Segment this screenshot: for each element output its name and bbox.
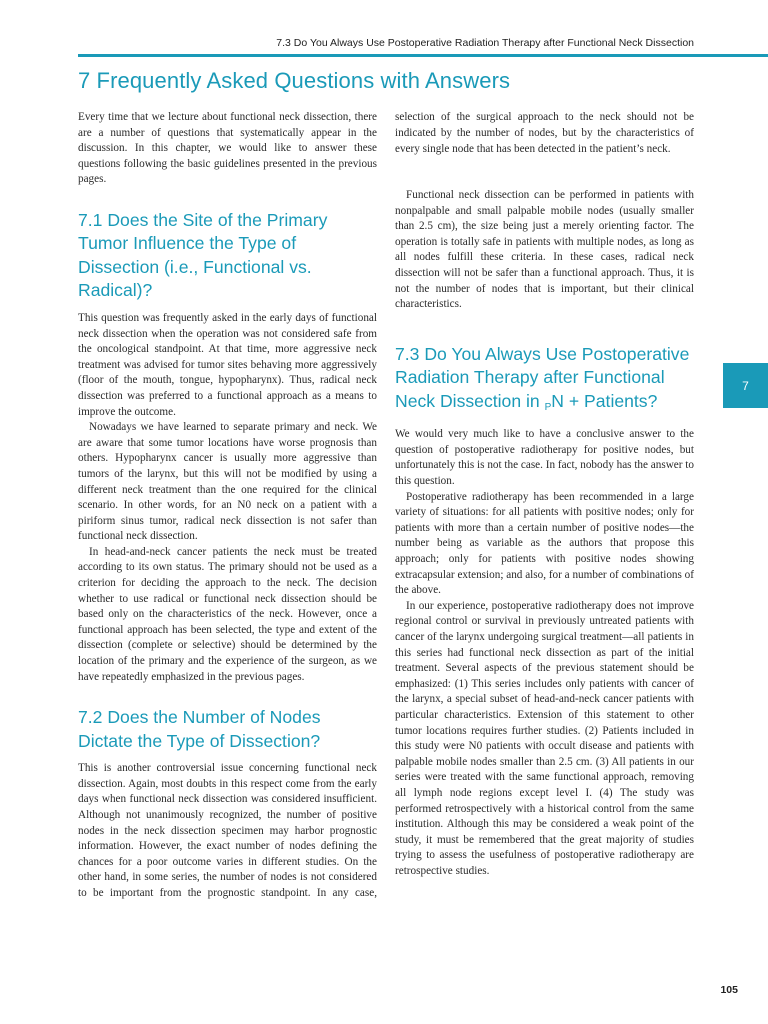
section-7-3-paragraph-3: In our experience, postoperative radiotherapy does not improve regional control or survival in previously untreated patients with cancer of the larynx undergoing surgical treatment—all patients in this series had functional neck dissection as part of the initial treatment. Several aspects of the previous statement should be emphasized: (1) This series includes only patients with cancer of the larynx, a special subset of head-and-neck cancer patients with particular characteristics. Extension of this statement to other tumor locations requires further studies. (2) Patients included in this study were N0 patients with occult disease and patients with palpable mobile nodes smaller than 2.5 cm. (3) All patients in our series were treated with the same functional approach, removing all lymph node regions except level I. (4) The study was performed retrospectively with a historical control from the same institution. Although this may be considered a weak point of the study, it must be remembered that the great majority of studies trying to assess the usefulness of postoperative radiotherapy are retrospective studies. xyxy=(395,599,694,877)
intro-paragraph: Every time that we lecture about functional neck dissection, there are a number of questions that systematically appear in the discussion. In this chapter, we would like to answer these questions following the basic guidelines presented in the previous pages. xyxy=(78,111,377,186)
left-column xyxy=(78,110,377,901)
section-7-3-heading-end: N + Patients? xyxy=(551,390,658,411)
chapter-title: 7 Frequently Asked Questions with Answers xyxy=(78,68,511,93)
section-7-1-paragraph-1: This question was frequently asked in the early days of functional neck dissection when the operation was not considered safe from the oncological standpoint. At that time, more aggressive neck treatment was advised for tumor sites behaving more aggressively (floor of the mouth, tongue, hypopharynx). Thus, radical neck dissection was preferred to a functional approach as a means to improve the outcome. xyxy=(78,311,377,418)
section-7-3-heading-subscript: P xyxy=(544,401,552,413)
section-7-2-paragraph-1-continued xyxy=(395,110,694,188)
running-head: 7.3 Do You Always Use Postoperative Radiation Therapy after Functional Neck Dissection xyxy=(276,37,694,49)
section-7-3-heading xyxy=(395,343,694,420)
section-7-2-paragraph-1-mirror: selection of the surgical approach to the neck should not be indicated by the number of nodes, but by the characteristics of every single node that has been detected in the patient’s neck. xyxy=(395,111,694,155)
header-rule xyxy=(78,54,768,57)
page-number: 105 xyxy=(720,984,738,996)
continued-text-window xyxy=(395,110,694,157)
section-7-1-paragraph-3: In head-and-neck cancer patients the neck must be treated according to its own status. The primary should not be used as a criterion for deciding the approach to the neck. The decision whether to use radical or functional neck dissection should be based only on the characteristics of the neck. However, once a functional approach has been selected, the type and extent of the dissection (complete or selective) should be determined by the location of the primary and the experience of the surgeon, as we have repeatedly emphasized in the previous pages. xyxy=(78,545,377,683)
section-7-1-paragraph-2: Nowadays we have learned to separate primary and neck. We are aware that some tumor locations have worse prognosis than others. Hypopharynx cancer is usually more aggressive than tumors of the larynx, but this will not be modified by using a different neck treatment than the one required for the clinical scenario. In other words, for an N0 neck on a patient with a piriform sinus tumor, radical neck dissection is not safer than functional neck dissection. xyxy=(78,421,377,543)
section-7-2-paragraph-1: This is another controversial issue concerning functional neck dissection. Again, most doubts in this respect come from the early days when functional neck dissection was considered insufficient. Although not unanimously recognized, the number of positive nodes in the neck dissection specimen may harbor prognostic information. However, the exact number of nodes defining the chances for a poor outcome varies in different studies. On the other hand, in some series, the number of nodes is not considered to be important from the prognostic standpoint. In any case, xyxy=(78,762,377,899)
section-7-2-heading: 7.2 Does the Number of Nodes Dictate the Type of Dissection? xyxy=(78,707,321,751)
section-7-1-heading: 7.1 Does the Site of the Primary Tumor Influence the Type of Dissection (i.e., Functional vs. Radical)? xyxy=(78,209,328,301)
section-7-3-heading-main: 7.3 Do You Always Use Postoperative Radiation Therapy after Functional Neck Dissection in xyxy=(395,343,690,411)
right-column xyxy=(395,110,694,879)
section-7-2-paragraph-2: Functional neck dissection can be performed in patients with nonpalpable and small palpable mobile nodes (usually smaller than 2.5 cm), the size being just a merely orienting factor. The operation is totally safe in patients with multiple nodes, as long as all nodes fulfill these criteria. In these cases, radical neck dissection will not be safer than a functional approach. Thus, it is not the number of nodes that is important, but their clinical characteristics. xyxy=(395,189,694,311)
section-7-3-paragraph-1: We would very much like to have a conclusive answer to the question of postoperative radiotherapy for positive nodes, but unfortunately this is not the case. In fact, nobody has the answer to this question. xyxy=(395,428,694,488)
chapter-tab: 7 xyxy=(723,363,768,408)
section-7-3-paragraph-2: Postoperative radiotherapy has been recommended in a large variety of situations: for all patients with positive nodes; only for patients with more than a certain number of positive nodes—the number being as variable as the authors that propose this approach; only for patients with positive nodes showing extracapsular extension; and also, for a number of combinations of the above. xyxy=(395,490,694,597)
